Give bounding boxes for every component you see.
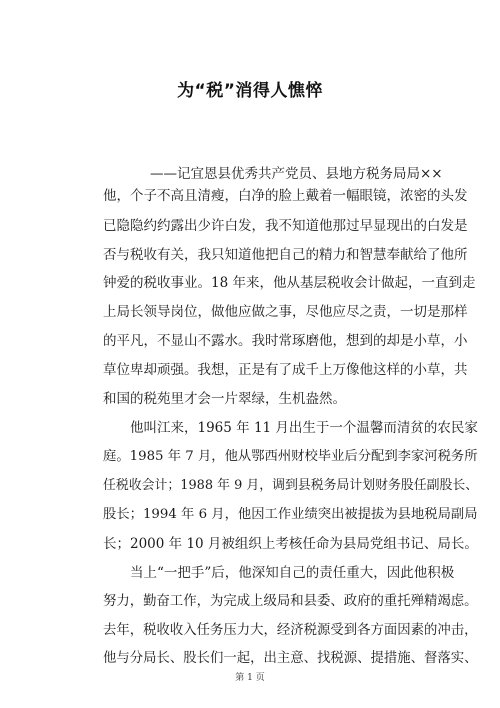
body-line: 努力，勤奋工作，为完成上级局和县委、政府的重托殚精竭虑。 xyxy=(103,594,478,609)
body-line: 庭。1985 年 7 月，他从鄂西州财校毕业后分配到李家河税务所 xyxy=(103,449,478,464)
document-subtitle: ——记宜恩县优秀共产党员、县地方税务局局×× xyxy=(150,166,443,182)
body-line: 草位卑却顽强。我想，正是有了成千上万像他这样的小草，共 xyxy=(103,362,468,378)
page-number: 第 1 页 xyxy=(235,673,265,683)
body-line: 他与分局长、股长们一起，出主意、找税源、提措施、督落实、 xyxy=(103,651,478,666)
body-line: 钟爱的税收事业。18 年来，他从基层税收会计做起，一直到走 xyxy=(103,275,476,291)
body-line: 否与税收有关，我只知道他把自己的精力和智慧奉献给了他所 xyxy=(103,247,468,263)
body-line: 他，个子不高且清瘦，白净的脸上戴着一幅眼镜，浓密的头发 xyxy=(103,188,468,204)
body-line: 和国的税苑里才会一片翠绿，生机盎然。 xyxy=(103,391,346,407)
body-line: 上局长领导岗位，做他应做之事，尽他应尽之责，一切是那样 xyxy=(103,304,468,320)
body-line: 股长；1994 年 6 月，他因工作业绩突出被提拔为县地税局副局 xyxy=(103,507,478,522)
body-line: 任税收会计；1988 年 9 月，调到县税务局计划财务股任副股长、 xyxy=(103,478,479,493)
document-title: 为“税”消得人憔悴 xyxy=(177,81,323,101)
body-line: 当上“一把手”后，他深知自己的责任重大，因此他积极 xyxy=(130,565,455,581)
body-line: 去年，税收收入任务压力大，经济税源受到各方面因素的冲击， xyxy=(103,623,478,638)
body-line: 已隐隐约约露出少许白发，我不知道他那过早显现出的白发是 xyxy=(103,218,468,234)
body-line: 他叫江来，1965 年 11 月出生于一个温馨而清贫的农民家 xyxy=(130,420,478,436)
body-line: 的平凡，不显山不露水。我时常琢磨他，想到的却是小草，小 xyxy=(103,333,468,349)
body-line: 长；2000 年 10 月被组织上考核任命为县局党组书记、局长。 xyxy=(103,536,478,552)
